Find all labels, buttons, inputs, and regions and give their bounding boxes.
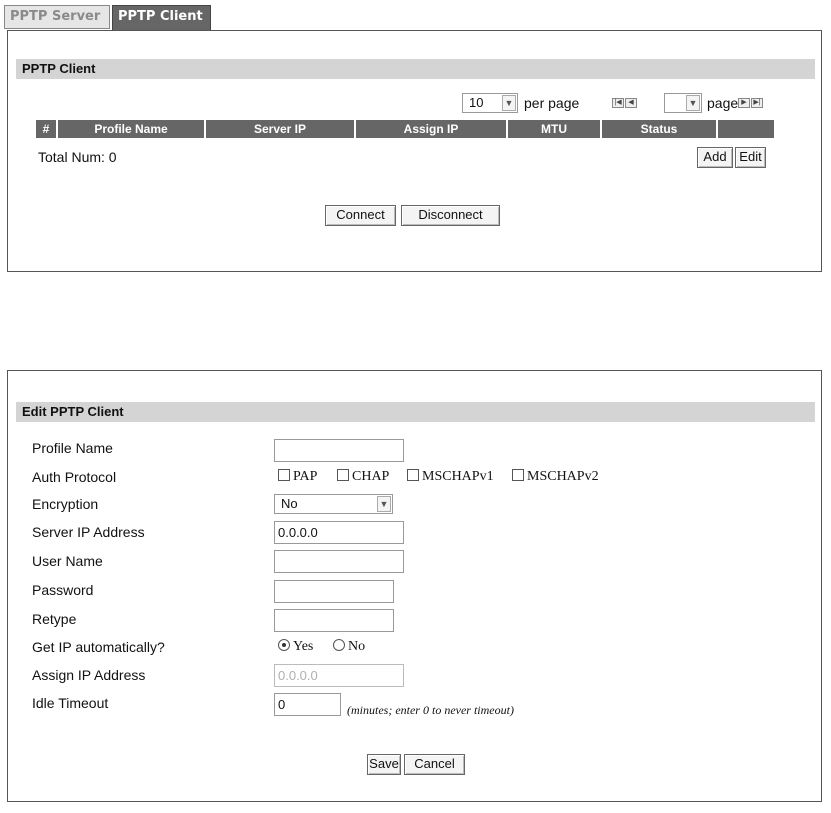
- server-ip-label: Server IP Address: [32, 524, 145, 540]
- auth-mschapv2[interactable]: [512, 469, 599, 485]
- connect-button[interactable]: Connect: [325, 205, 396, 226]
- server-ip-input[interactable]: 0.0.0.0: [274, 521, 404, 544]
- per-page-value: 10: [469, 95, 484, 110]
- encryption-label: Encryption: [32, 496, 99, 512]
- password-input[interactable]: [274, 580, 394, 603]
- auth-pap[interactable]: [278, 469, 317, 485]
- auth-mschapv1[interactable]: [407, 469, 494, 485]
- edit-client-panel: [7, 370, 822, 802]
- col-server-ip: Server IP: [206, 120, 356, 138]
- no-label: No: [348, 639, 366, 654]
- tab-pptp-server[interactable]: PPTP Server: [4, 5, 110, 29]
- idle-timeout-hint: (minutes; enter 0 to never timeout): [347, 703, 514, 717]
- first-page-icon[interactable]: |◀: [612, 98, 624, 108]
- encryption-value: No: [281, 496, 298, 511]
- get-ip-no[interactable]: [333, 639, 365, 655]
- client-list-title: PPTP Client: [16, 59, 815, 79]
- cancel-button[interactable]: Cancel: [404, 754, 465, 775]
- per-page-label: per page: [524, 95, 580, 111]
- yes-radio[interactable]: [278, 639, 290, 651]
- assign-ip-label: Assign IP Address: [32, 667, 146, 683]
- page-select[interactable]: [664, 93, 702, 113]
- encryption-select[interactable]: [274, 494, 393, 514]
- password-label: Password: [32, 582, 94, 598]
- pap-checkbox[interactable]: [278, 469, 290, 481]
- col-actions: [718, 120, 774, 138]
- pap-label: PAP: [293, 469, 318, 484]
- idle-timeout-input[interactable]: 0: [274, 693, 341, 716]
- edit-button[interactable]: Edit: [735, 147, 766, 168]
- last-page-icon[interactable]: ▶|: [751, 98, 763, 108]
- next-page-icon[interactable]: ▶: [738, 98, 750, 108]
- mschapv2-label: MSCHAPv2: [527, 469, 599, 484]
- total-count: Total Num: 0: [38, 149, 117, 165]
- mschapv1-checkbox[interactable]: [407, 469, 419, 481]
- get-ip-auto-label: Get IP automatically?: [32, 639, 165, 655]
- pager-prev-group: [612, 98, 652, 108]
- profile-name-input[interactable]: [274, 439, 404, 462]
- edit-client-title: Edit PPTP Client: [16, 402, 815, 422]
- mschapv1-label: MSCHAPv1: [422, 469, 494, 484]
- disconnect-button[interactable]: Disconnect: [401, 205, 500, 226]
- col-assign-ip: Assign IP: [356, 120, 508, 138]
- prev-page-icon[interactable]: ◀: [625, 98, 637, 108]
- tab-pptp-client[interactable]: PPTP Client: [112, 5, 211, 31]
- page-label: page: [707, 95, 739, 111]
- mschapv2-checkbox[interactable]: [512, 469, 524, 481]
- chevron-down-icon: ▼: [502, 95, 516, 111]
- col-index: #: [36, 120, 58, 138]
- profile-name-label: Profile Name: [32, 440, 113, 456]
- client-list-panel: [7, 30, 822, 272]
- add-button[interactable]: Add: [697, 147, 733, 168]
- chap-checkbox[interactable]: [337, 469, 349, 481]
- per-page-select[interactable]: [462, 93, 518, 113]
- col-profile-name: Profile Name: [58, 120, 206, 138]
- col-mtu: MTU: [508, 120, 602, 138]
- get-ip-yes[interactable]: [278, 639, 313, 655]
- auth-chap[interactable]: [337, 469, 389, 485]
- yes-label: Yes: [293, 639, 314, 654]
- retype-label: Retype: [32, 611, 77, 627]
- chap-label: CHAP: [352, 469, 390, 484]
- chevron-down-icon: ▼: [686, 95, 700, 111]
- user-name-label: User Name: [32, 553, 103, 569]
- assign-ip-input[interactable]: 0.0.0.0: [274, 664, 404, 687]
- idle-timeout-label: Idle Timeout: [32, 695, 109, 711]
- chevron-down-icon: ▼: [377, 496, 391, 512]
- user-name-input[interactable]: [274, 550, 404, 573]
- retype-input[interactable]: [274, 609, 394, 632]
- pager-next-group: [738, 98, 768, 108]
- col-status: Status: [602, 120, 718, 138]
- no-radio[interactable]: [333, 639, 345, 651]
- save-button[interactable]: Save: [367, 754, 401, 775]
- table-header: [36, 120, 774, 138]
- auth-protocol-label: Auth Protocol: [32, 469, 117, 485]
